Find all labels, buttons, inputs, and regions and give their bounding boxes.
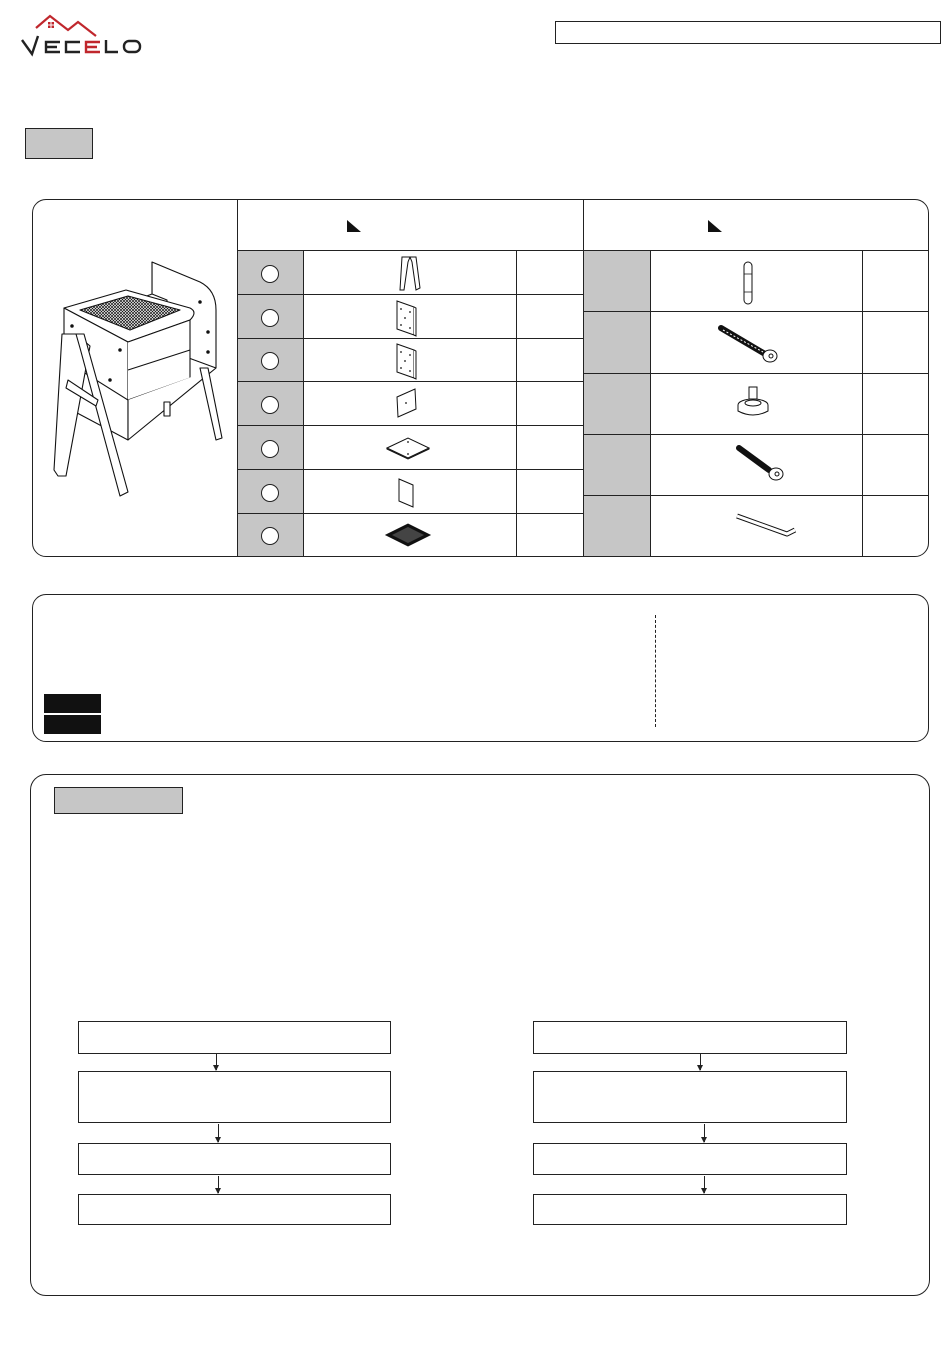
side-panel-icon (392, 340, 422, 380)
part-number-circle (261, 352, 279, 370)
wooden-dowel-icon (738, 258, 758, 308)
left-flow-step (78, 1143, 391, 1175)
side-panel-icon (392, 297, 422, 337)
notice-black-label (44, 715, 101, 734)
down-arrow-icon (216, 1054, 217, 1070)
nightstand-icon (40, 250, 235, 505)
part-number-circle (261, 309, 279, 327)
left-flow-step (78, 1071, 391, 1123)
notice-divider (655, 615, 656, 727)
down-arrow-icon (218, 1176, 219, 1193)
small-panel-icon (395, 475, 419, 509)
flow-section-tag (54, 787, 183, 814)
top-panel-icon (385, 432, 431, 462)
parts-header-marker-icon (347, 220, 361, 232)
header-info-box (555, 21, 941, 44)
left-flow-step (78, 1021, 391, 1054)
mesh-pad-icon (384, 520, 432, 550)
part-number-circle (261, 440, 279, 458)
down-arrow-icon (700, 1054, 701, 1070)
a-frame-leg-icon (390, 254, 430, 292)
connector-bolt-icon (715, 322, 785, 366)
product-illustration (40, 250, 235, 505)
long-bolt-icon (733, 442, 789, 486)
left-flow-step (78, 1194, 391, 1225)
part-number-circle (261, 396, 279, 414)
part-number-circle (261, 484, 279, 502)
allen-key-icon (733, 508, 803, 544)
part-number-circle (261, 265, 279, 283)
hardware-id-column (584, 251, 650, 556)
down-arrow-icon (218, 1124, 219, 1142)
section-tag (25, 128, 93, 159)
down-arrow-icon (704, 1124, 705, 1142)
right-flow-step (533, 1071, 847, 1123)
back-panel-icon (393, 385, 423, 421)
part-number-circle (261, 527, 279, 545)
notice-black-label (44, 694, 101, 713)
notice-panel (32, 594, 929, 742)
hardware-header-marker-icon (708, 220, 722, 232)
right-flow-step (533, 1021, 847, 1054)
table-header-line (237, 250, 928, 251)
adjustable-foot-icon (733, 383, 773, 423)
house-roof-icon (20, 12, 145, 58)
right-flow-step (533, 1143, 847, 1175)
right-flow-step (533, 1194, 847, 1225)
brand-logo (20, 12, 145, 58)
down-arrow-icon (704, 1176, 705, 1193)
